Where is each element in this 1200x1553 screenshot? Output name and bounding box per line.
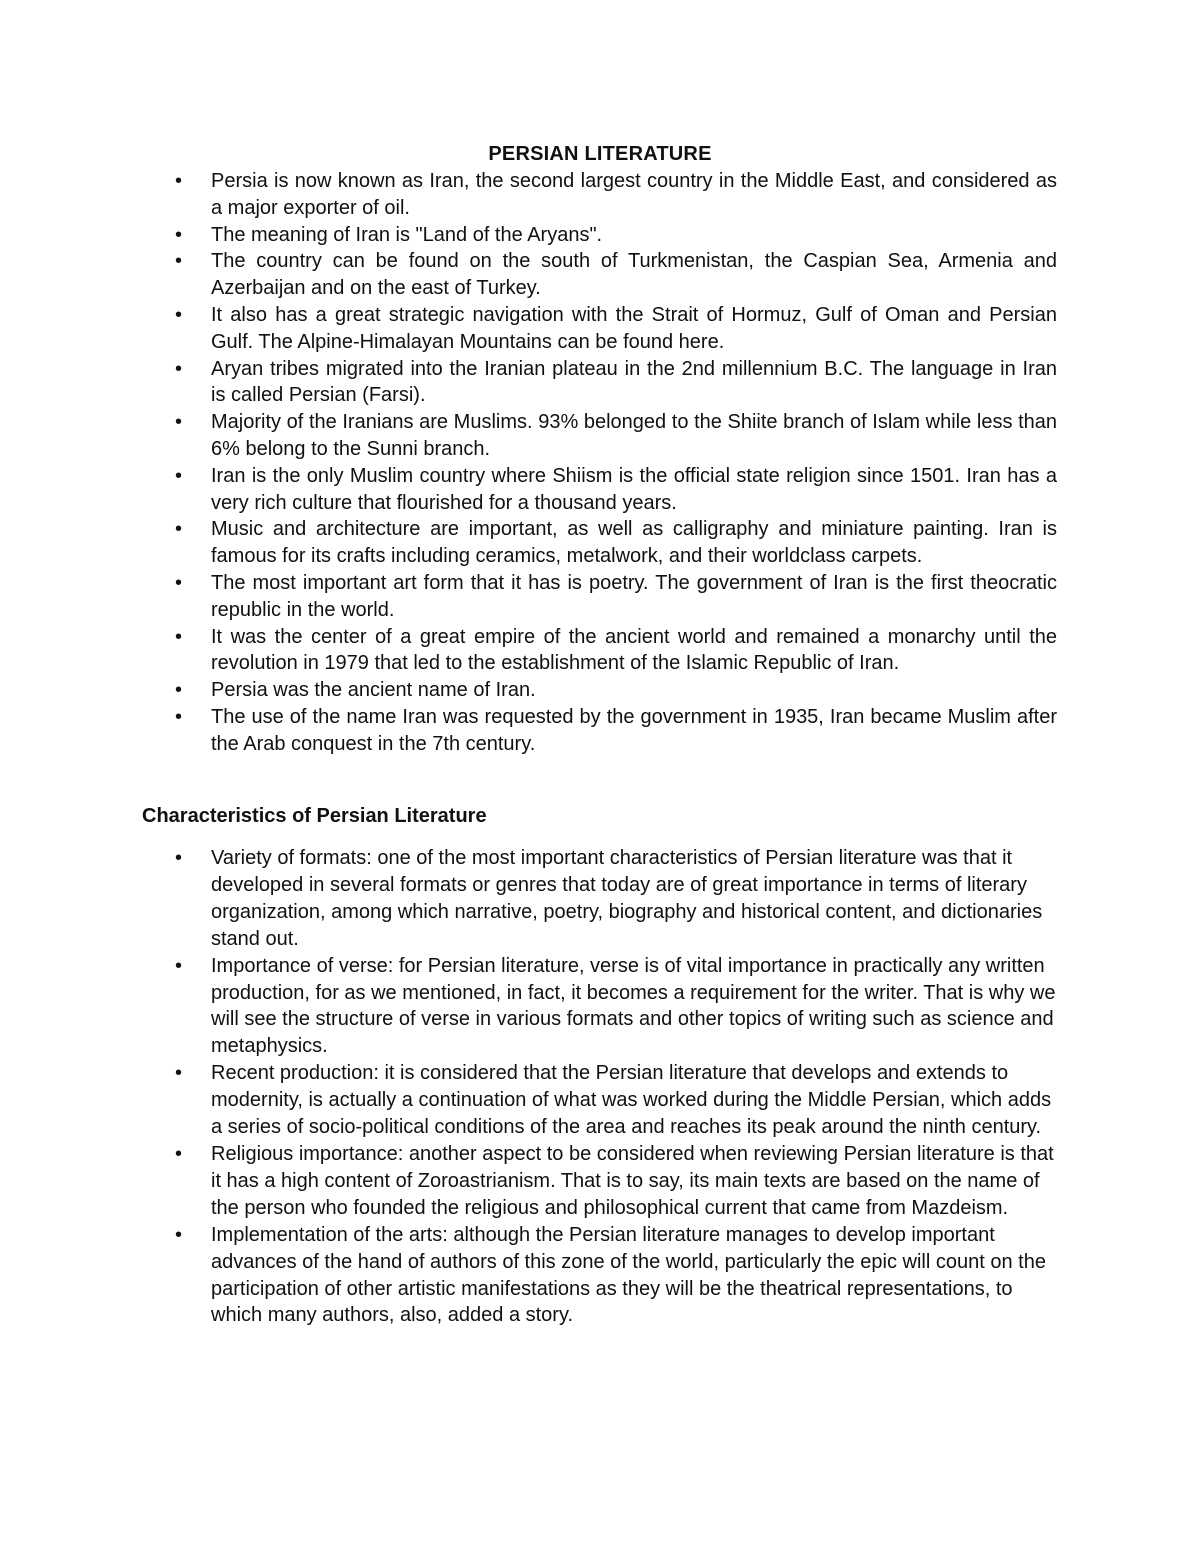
bullet-icon: •: [175, 223, 183, 246]
bullet-icon: •: [175, 357, 183, 380]
characteristic-list-item: [175, 953, 1061, 1061]
list-item-text: The country can be found on the south of Turkmenistan, the Caspian Sea, Armenia and Azerbaijan and on the east of Turkey.: [211, 250, 1057, 300]
bullet-icon: •: [175, 705, 183, 728]
intro-list-item: [175, 409, 1057, 463]
bullet-icon: •: [175, 954, 183, 977]
list-item-text: It also has a great strategic navigation with the Strait of Hormuz, Gulf of Oman and Persian Gulf. The Alpine-Himalayan Mountains can be found here.: [211, 303, 1057, 353]
section-title: Characteristics of Persian Literature: [142, 805, 487, 827]
intro-list-item: [175, 677, 1057, 704]
intro-list-item: [175, 222, 1057, 249]
bullet-icon: •: [175, 464, 183, 487]
characteristics-bullet-list: [175, 845, 1061, 1329]
list-item-text: The most important art form that it has is poetry. The government of Iran is the first theocratic republic in the world.: [211, 571, 1057, 621]
bullet-icon: •: [175, 847, 183, 869]
bullet-icon: •: [175, 1142, 183, 1165]
document-title: PERSIAN LITERATURE: [488, 143, 712, 165]
characteristic-list-item: [175, 1060, 1061, 1141]
intro-list-item: [175, 168, 1057, 222]
list-item-text: It was the center of a great empire of the ancient world and remained a monarchy until the revolution in 1979 that led to the establishment of the Islamic Republic of Iran.: [211, 625, 1057, 675]
bullet-icon: •: [175, 679, 183, 702]
list-item-text: The meaning of Iran is "Land of the Aryans".: [211, 223, 603, 246]
intro-list-item: [175, 463, 1057, 517]
list-item-text: The use of the name Iran was requested by the government in 1935, Iran became Muslim after the Arab conquest in the 7th century.: [211, 705, 1057, 755]
characteristic-list-item: [175, 1222, 1061, 1330]
bullet-icon: •: [175, 1062, 183, 1085]
list-item-text: Religious importance: another aspect to be considered when reviewing Persian literature is that it has a high content of Zoroastrianism. That is to say, its main texts are based on the name of the person who founded the religious and philosophical current that came from Mazdeism.: [211, 1142, 1054, 1219]
bullet-icon: •: [175, 303, 183, 326]
bullet-icon: •: [175, 571, 183, 594]
characteristic-list-item: [175, 1141, 1061, 1222]
list-item-text: Persia is now known as Iran, the second largest country in the Middle East, and considered as a major exporter of oil.: [211, 170, 1057, 219]
list-item-text: Majority of the Iranians are Muslims. 93% belonged to the Shiite branch of Islam while less than 6% belong to the Sunni branch.: [211, 411, 1057, 460]
list-item-text: Recent production: it is considered that the Persian literature that develops and extends to modernity, is actually a continuation of what was worked during the Middle Persian, which adds a series of socio-political conditions of the area and reaches its peak around the ninth century.: [211, 1062, 1052, 1139]
characteristic-list-item: [175, 845, 1061, 953]
list-item-text: Persia was the ancient name of Iran.: [211, 679, 536, 702]
bullet-icon: •: [175, 625, 183, 648]
intro-bullet-list: [175, 168, 1057, 758]
intro-list-item: [175, 302, 1057, 356]
list-item-text: Music and architecture are important, as well as calligraphy and miniature painting. Iran is famous for its crafts including ceramics, metalwork, and their worldclass carpets.: [211, 518, 1057, 568]
list-item-text: Aryan tribes migrated into the Iranian plateau in the 2nd millennium B.C. The language in Iran is called Persian (Farsi).: [211, 357, 1057, 407]
intro-list-item: [175, 248, 1057, 302]
bullet-icon: •: [175, 518, 183, 541]
intro-list-item: [175, 516, 1057, 570]
bullet-icon: •: [175, 250, 183, 273]
list-item-text: Iran is the only Muslim country where Shiism is the official state religion since 1501. Iran has a very rich culture that flourished for a thousand years.: [211, 464, 1057, 514]
bullet-icon: •: [175, 411, 183, 434]
intro-list-item: [175, 570, 1057, 624]
list-item-text: Variety of formats: one of the most important characteristics of Persian literature was that it developed in several formats or genres that today are of great importance in terms of literary organization, among which narrative, poetry, biography and historical content, and dictionaries stand out.: [211, 847, 1043, 950]
bullet-icon: •: [175, 1223, 183, 1246]
intro-list-item: [175, 356, 1057, 410]
intro-list-item: [175, 624, 1057, 678]
bullet-icon: •: [175, 170, 183, 192]
list-item-text: Importance of verse: for Persian literature, verse is of vital importance in practically any written production, for as we mentioned, in fact, it becomes a requirement for the writer. That is why we will see the structure of verse in various formats and other topics of writing such as science and metaphysics.: [211, 954, 1056, 1058]
list-item-text: Implementation of the arts: although the Persian literature manages to develop important advances of the hand of authors of this zone of the world, particularly the epic will count on the participation of other artistic manifestations as they will be the theatrical representations, to which many authors, also, added a story.: [211, 1223, 1046, 1327]
intro-list-item: [175, 704, 1057, 758]
